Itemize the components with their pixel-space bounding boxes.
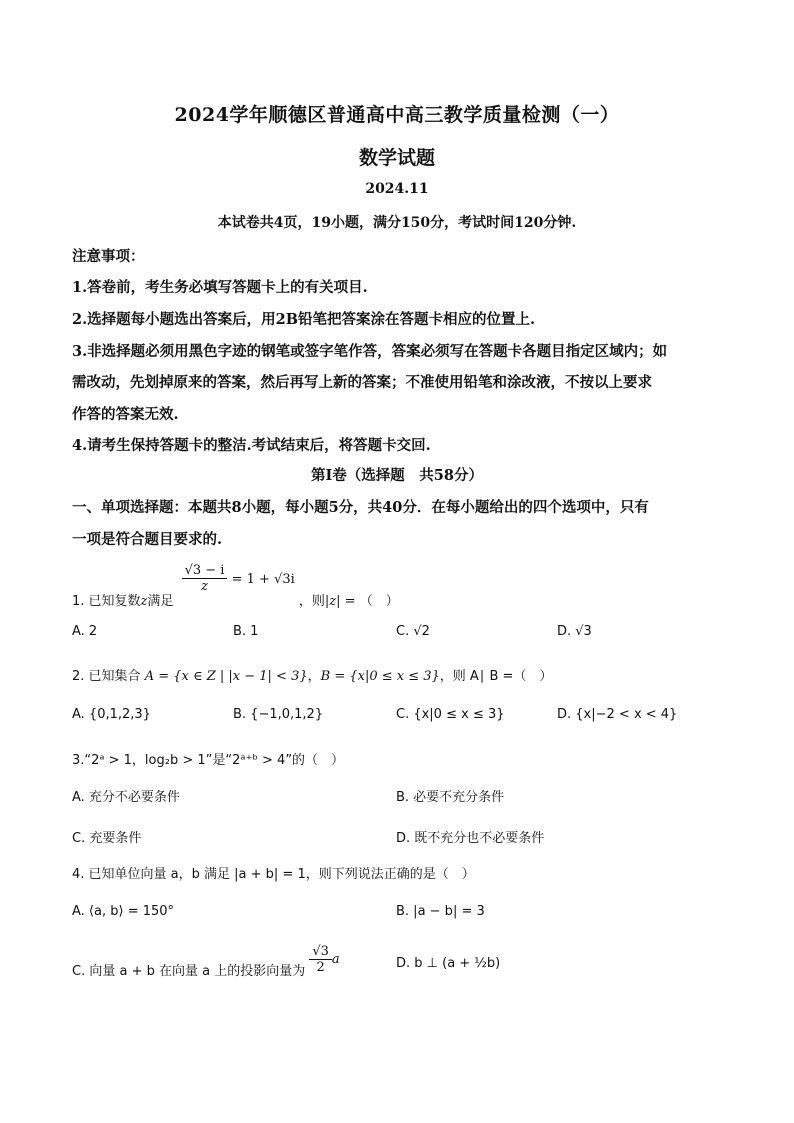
q1-prefix: 1. 已知复数 xyxy=(72,594,141,609)
notice-item-3: 3.非选择题必须用黑色字迹的钢笔或签字笔作答，答案必须写在答题卡各题目指定区域内；如 xyxy=(72,343,668,360)
question-3: 3.“2ᵃ > 1，log₂b > 1”是“2ᵃ⁺ᵇ > 4”的（ ） xyxy=(72,753,345,768)
notice-item-2: 2.选择题每小题选出答案后，用2B铅笔把答案涂在答题卡相应的位置上. xyxy=(72,311,536,328)
q1-mid: 满足 xyxy=(147,594,174,609)
q2-set-b: B = {x|0 ≤ x ≤ 3} xyxy=(320,669,440,684)
q3-option-a: A. 充分不必要条件 xyxy=(72,790,180,805)
q2-option-a: A. {0,1,2,3} xyxy=(72,707,151,722)
q4-option-d: D. b ⊥ (a + ½b) xyxy=(396,956,501,971)
q3-option-b: B. 必要不充分条件 xyxy=(396,790,505,805)
q2-option-d: D. {x|−2 < x < 4} xyxy=(557,707,678,722)
question-1 xyxy=(72,560,399,610)
q4-option-b: B. |a − b| = 3 xyxy=(396,904,485,919)
q4-option-a: A. ⟨a, b⟩ = 150° xyxy=(72,904,175,919)
q1-frac-num: √3 − i xyxy=(182,563,228,579)
notice-item-1: 1.答卷前，考生务必填写答题卡上的有关项目. xyxy=(72,279,368,296)
q2-comma: ， xyxy=(307,669,321,684)
question-4: 4. 已知单位向量 a，b 满足 |a + b| = 1，则下列说法正确的是（ ） xyxy=(72,867,475,882)
notice-heading: 注意事项： xyxy=(72,248,145,265)
q2-tail: ，则 A∣ B =（ ） xyxy=(439,669,553,684)
q1-tail1: ，则 xyxy=(298,594,325,609)
q2-option-b: B. {−1,0,1,2} xyxy=(233,707,324,722)
q1-abs: |z| = xyxy=(324,594,356,609)
notice-item-4: 4.请考生保持答题卡的整洁.考试结束后，将答题卡交回. xyxy=(72,437,431,454)
q4-option-c-text: C. 向量 a + b 在向量 a 上的投影向量为 xyxy=(72,964,306,979)
q4-c-tail: a xyxy=(331,952,340,967)
section-heading-cont: 一项是符合题目要求的. xyxy=(72,531,223,548)
q1-option-a: A. 2 xyxy=(72,624,98,639)
notice-item-3-cont: 需改动，先划掉原来的答案，然后再写上新的答案；不准使用铅笔和涂改液，不按以上要求 xyxy=(72,374,652,391)
exam-date: 2024.11 xyxy=(365,181,429,197)
exam-info: 本试卷共4页，19小题，满分150分，考试时间120分钟. xyxy=(217,215,577,231)
question-2 xyxy=(72,665,552,684)
q1-rhs: = 1 + √3i xyxy=(231,572,295,587)
q1-tail2: （ ） xyxy=(359,594,399,609)
q1-frac-den: z xyxy=(201,579,208,594)
q4-c-frac-num: √3 xyxy=(309,944,332,960)
q4-c-fraction xyxy=(309,944,332,975)
q1-option-c: C. √2 xyxy=(396,624,430,639)
notice-item-3-end: 作答的答案无效. xyxy=(72,406,179,423)
q2-set-a: A = {x ∈ Z | |x − 1| < 3} xyxy=(144,669,308,684)
exam-title: 2024学年顺德区普通高中高三教学质量检测（一） xyxy=(174,104,620,126)
section-heading: 一、单项选择题：本题共8小题，每小题5分，共40分．在每小题给出的四个选项中，只有 xyxy=(72,499,649,516)
q1-var: z xyxy=(140,594,148,609)
q1-fraction xyxy=(182,563,228,594)
q2-option-c: C. {x|0 ≤ x ≤ 3} xyxy=(396,707,505,722)
q3-option-d: D. 既不充分也不必要条件 xyxy=(396,831,545,846)
q4-option-c xyxy=(72,944,340,986)
q2-prefix: 2. 已知集合 xyxy=(72,669,141,684)
q4-c-frac-den: 2 xyxy=(316,960,325,975)
q3-option-c: C. 充要条件 xyxy=(72,831,142,846)
q1-option-d: D. √3 xyxy=(557,624,592,639)
q1-option-b: B. 1 xyxy=(233,624,259,639)
subject-title: 数学试题 xyxy=(358,147,435,169)
part-title: 第I卷（选择题 共58分） xyxy=(311,467,483,484)
